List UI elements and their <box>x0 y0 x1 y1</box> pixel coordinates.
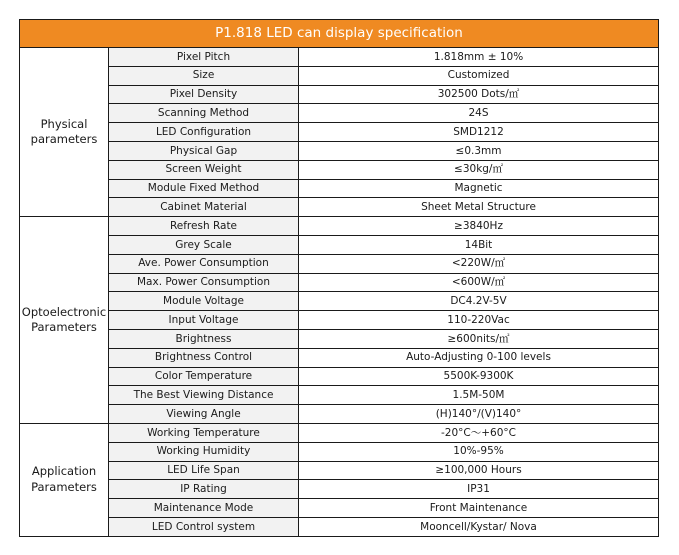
spec-value: 5500K-9300K <box>299 367 659 386</box>
spec-label: Maintenance Mode <box>109 499 299 518</box>
spec-row <box>20 254 659 273</box>
spec-label: Refresh Rate <box>109 217 299 236</box>
spec-value: IP31 <box>299 480 659 499</box>
spec-row <box>20 141 659 160</box>
spec-label: Color Temperature <box>109 367 299 386</box>
spec-label: Module Fixed Method <box>109 179 299 198</box>
spec-value: 1.818mm ± 10% <box>299 48 659 67</box>
spec-value: 302500 Dots/㎡ <box>299 85 659 104</box>
spec-label: Brightness Control <box>109 348 299 367</box>
spec-label: Module Voltage <box>109 292 299 311</box>
spec-row <box>20 329 659 348</box>
spec-table-container <box>19 19 658 537</box>
spec-value: Magnetic <box>299 179 659 198</box>
spec-row <box>20 461 659 480</box>
spec-value: Sheet Metal Structure <box>299 198 659 217</box>
spec-label: Pixel Pitch <box>109 48 299 67</box>
spec-value: 110-220Vac <box>299 311 659 330</box>
spec-value: <600W/㎡ <box>299 273 659 292</box>
spec-row <box>20 104 659 123</box>
spec-label: LED Configuration <box>109 123 299 142</box>
spec-table-body <box>20 48 659 537</box>
spec-row <box>20 160 659 179</box>
spec-label: LED Life Span <box>109 461 299 480</box>
spec-label: Pixel Density <box>109 85 299 104</box>
spec-value: 10%-95% <box>299 442 659 461</box>
spec-row <box>20 123 659 142</box>
spec-label: Cabinet Material <box>109 198 299 217</box>
spec-value: <220W/㎡ <box>299 254 659 273</box>
spec-value: Mooncell/Kystar/ Nova <box>299 517 659 536</box>
spec-label: Max. Power Consumption <box>109 273 299 292</box>
spec-value: 24S <box>299 104 659 123</box>
spec-label: Brightness <box>109 329 299 348</box>
spec-row <box>20 235 659 254</box>
spec-row <box>20 292 659 311</box>
spec-row <box>20 198 659 217</box>
section-name: Application Parameters <box>20 423 109 536</box>
spec-row <box>20 442 659 461</box>
spec-row <box>20 423 659 442</box>
spec-label: The Best Viewing Distance <box>109 386 299 405</box>
spec-value: Front Maintenance <box>299 499 659 518</box>
spec-row <box>20 217 659 236</box>
spec-value: ≥600nits/㎡ <box>299 329 659 348</box>
spec-row <box>20 480 659 499</box>
spec-label: Working Humidity <box>109 442 299 461</box>
spec-label: Physical Gap <box>109 141 299 160</box>
spec-value: 14Bit <box>299 235 659 254</box>
spec-row <box>20 367 659 386</box>
spec-row <box>20 273 659 292</box>
spec-value: ≤30kg/㎡ <box>299 160 659 179</box>
spec-label: Ave. Power Consumption <box>109 254 299 273</box>
spec-row <box>20 517 659 536</box>
spec-label: Grey Scale <box>109 235 299 254</box>
spec-value: DC4.2V-5V <box>299 292 659 311</box>
spec-label: IP Rating <box>109 480 299 499</box>
spec-table <box>19 19 659 537</box>
spec-row <box>20 311 659 330</box>
spec-value: -20°C～+60°C <box>299 423 659 442</box>
spec-row <box>20 48 659 67</box>
spec-label: Viewing Angle <box>109 405 299 424</box>
spec-value: ≥100,000 Hours <box>299 461 659 480</box>
spec-row <box>20 386 659 405</box>
spec-row <box>20 179 659 198</box>
spec-value: 1.5M-50M <box>299 386 659 405</box>
spec-value: (H)140°/(V)140° <box>299 405 659 424</box>
section-name: Physical parameters <box>20 48 109 217</box>
spec-label: Scanning Method <box>109 104 299 123</box>
section-name: Optoelectronic Parameters <box>20 217 109 424</box>
table-title: P1.818 LED can display specification <box>20 20 659 48</box>
spec-value: ≥3840Hz <box>299 217 659 236</box>
spec-row <box>20 405 659 424</box>
spec-value: ≤0.3mm <box>299 141 659 160</box>
spec-label: Size <box>109 66 299 85</box>
spec-value: Auto-Adjusting 0-100 levels <box>299 348 659 367</box>
spec-label: Input Voltage <box>109 311 299 330</box>
spec-label: Screen Weight <box>109 160 299 179</box>
spec-row <box>20 66 659 85</box>
spec-row <box>20 348 659 367</box>
spec-label: LED Control system <box>109 517 299 536</box>
spec-row <box>20 85 659 104</box>
spec-row <box>20 499 659 518</box>
spec-value: SMD1212 <box>299 123 659 142</box>
spec-label: Working Temperature <box>109 423 299 442</box>
spec-value: Customized <box>299 66 659 85</box>
